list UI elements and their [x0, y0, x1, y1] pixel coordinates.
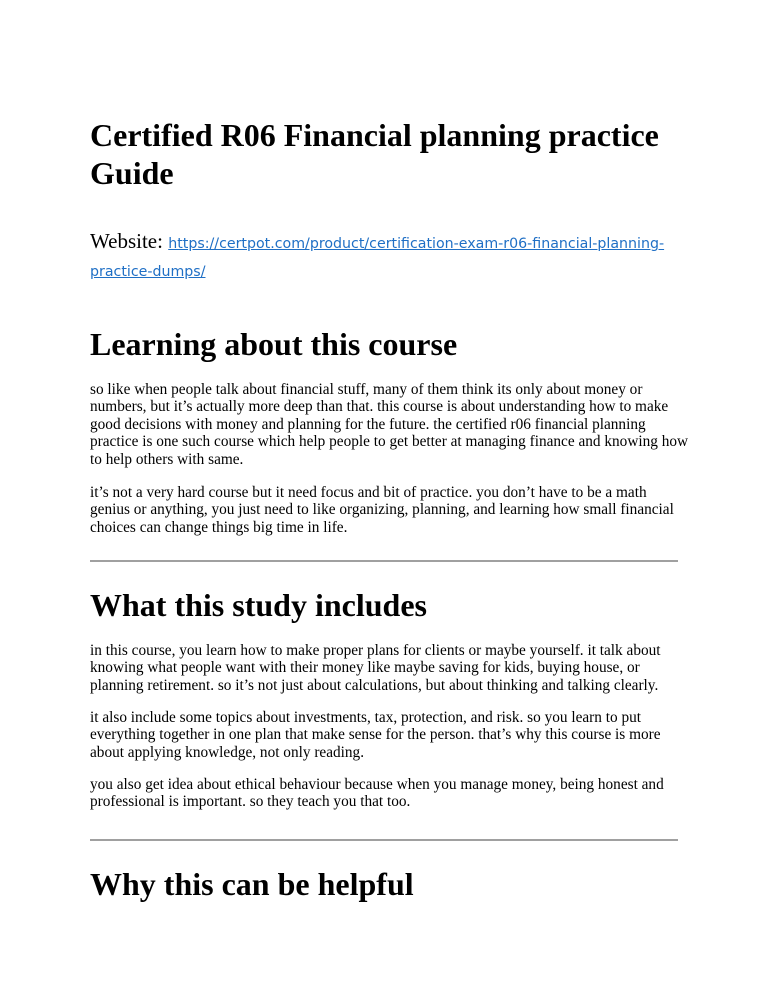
section-heading-what-study-includes: What this study includes — [90, 587, 427, 623]
website-link[interactable]: https://certpot.com/product/certification-exam-r06-financial-planning-practice-dumps/ — [90, 236, 665, 280]
section-2-paragraph-2: it also include some topics about investments, tax, protection, and risk. so you learn to put everything together in one plan that make sense for the person. that’s why this course is more about applying knowledge, not only reading. — [90, 709, 661, 761]
section-divider — [90, 839, 678, 841]
website-line — [90, 229, 690, 285]
section-2-paragraph-3: you also get idea about ethical behaviour because when you manage money, being honest and professional is important. so they teach you that too. — [90, 776, 664, 811]
section-2-paragraph-1: in this course, you learn how to make proper plans for clients or maybe yourself. it talk about knowing what people want with their money like maybe saving for kids, buying house, or planning retirement. so it’s not just about calculations, but about thinking and talking clearly. — [90, 642, 661, 694]
section-1-paragraph-1: so like when people talk about financial stuff, many of them think its only about money or numbers, but it’s actually more deep than that. this course is about understanding how to make good decisions with money and planning for the future. the certified r06 financial planning practice is one such course which help people to get better at managing finance and knowing how to help others with same. — [90, 381, 689, 468]
section-heading-why-helpful: Why this can be helpful — [90, 866, 414, 902]
section-1-paragraph-2: it’s not a very hard course but it need focus and bit of practice. you don’t have to be a math genius or anything, you just need to like organizing, planning, and learning how small financial choices can change things big time in life. — [90, 484, 674, 536]
section-heading-learning-about-course: Learning about this course — [90, 326, 458, 362]
section-divider — [90, 560, 678, 562]
document-title: Certified R06 Financial planning practice Guide — [90, 117, 659, 191]
website-label: Website: — [90, 229, 169, 253]
